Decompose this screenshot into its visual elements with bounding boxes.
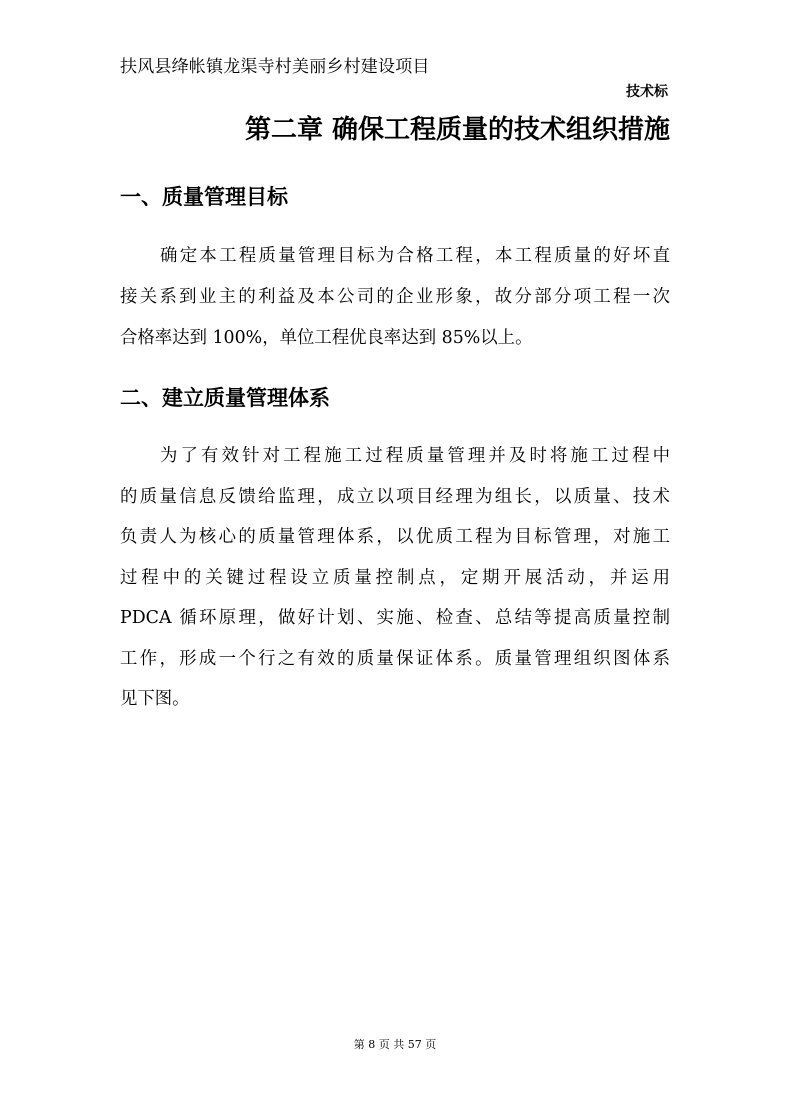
- page-number-footer: 第 8 页 共 57 页: [353, 1038, 437, 1051]
- paragraph-line: 合格率达到 100%，单位工程优良率达到 85%以上。: [120, 328, 533, 348]
- section-paragraph-quality-system: [120, 436, 670, 720]
- paragraph-line: PDCA 循环原理，做好计划、实施、检查、总结等提高质量控制: [120, 608, 670, 628]
- paragraph-line: 的质量信息反馈给监理，成立以项目经理为组长，以质量、技术: [120, 486, 670, 507]
- paragraph-line: 确定本工程质量管理目标为合格工程，本工程质量的好坏直: [160, 246, 670, 266]
- paragraph-line: 见下图。: [120, 689, 190, 709]
- header-project-title: 扶风县绛帐镇龙渠寺村美丽乡村建设项目: [120, 57, 430, 77]
- header-doc-type: 技术标: [626, 84, 668, 100]
- section-paragraph-quality-goal: [120, 236, 670, 359]
- paragraph-line: 为了有效针对工程施工过程质量管理并及时将施工过程中: [160, 446, 670, 466]
- section-heading-quality-system: 二、建立质量管理体系: [120, 386, 330, 410]
- section-heading-quality-goal: 一、质量管理目标: [120, 185, 288, 209]
- paragraph-line: 过程中的关键过程设立质量控制点，定期开展活动，并运用: [120, 567, 670, 588]
- paragraph-line: 负责人为核心的质量管理体系，以优质工程为目标管理，对施工: [120, 527, 670, 547]
- chapter-title: 第二章 确保工程质量的技术组织措施: [244, 115, 670, 145]
- paragraph-line: 工作，形成一个行之有效的质量保证体系。质量管理组织图体系: [120, 648, 670, 669]
- paragraph-line: 接关系到业主的利益及本公司的企业形象，故分部分项工程一次: [120, 287, 670, 307]
